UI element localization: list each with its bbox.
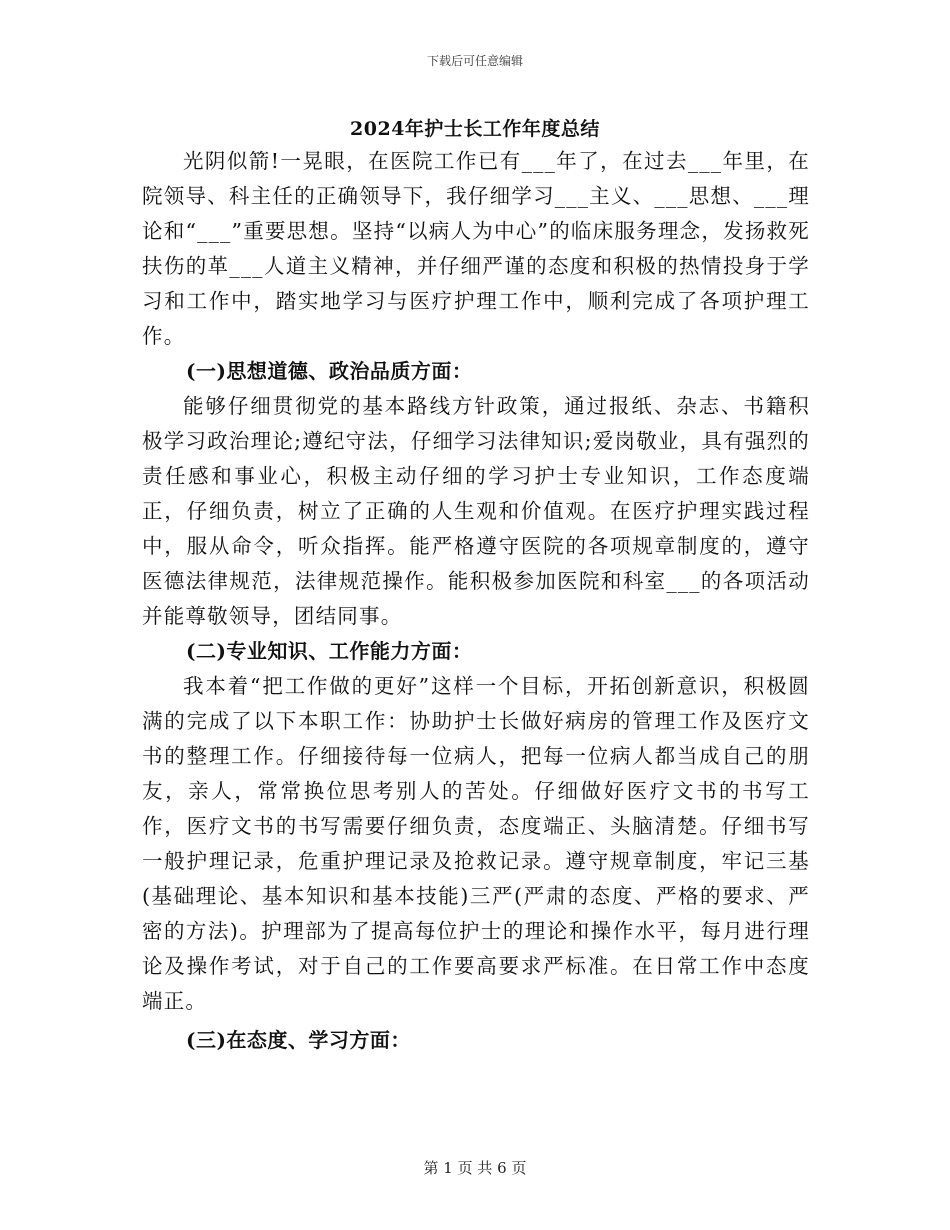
section-1-paragraph: 能够仔细贯彻党的基本路线方针政策，通过报纸、杂志、书籍积极学习政治理论;遵纪守法，仔细学习法律知识;爱岗敬业，具有强烈的责任感和事业心，积极主动仔细的学习护士专业知识，工作态度端正，仔细负责，树立了正确的人生观和价值观。在医疗护理实践过程中，服从命令，听众指挥。能严格遵守医院的各项规章制度的，遵守医德法律规范，法律规范操作。能积极参加医院和科室___的各项活动并能尊敬领导，团结同事。: [142, 394, 810, 628]
section-2-paragraph: 我本着“把工作做的更好”这样一个目标，开拓创新意识，积极圆满的完成了以下本职工作：协助护士长做好病房的管理工作及医疗文书的整理工作。仔细接待每一位病人，把每一位病人都当成自己的朋友，亲人，常常换位思考别人的苦处。仔细做好医疗文书的书写工作，医疗文书的书写需要仔细负责，态度端正、头脑清楚。仔细书写一般护理记录，危重护理记录及抢救记录。遵守规章制度，牢记三基(基础理论、基本知识和基本技能)三严(严肃的态度、严格的要求、严密的方法)。护理部为了提高每位护士的理论和操作水平，每月进行理论及操作考试，对于自己的工作要高要求严标准。在日常工作中态度端正。: [142, 674, 810, 1013]
page-header-note: 下载后可任意编辑: [426, 54, 523, 68]
section-heading-1: (一)思想道德、政治品质方面：: [186, 359, 473, 383]
document-body: [142, 144, 810, 1058]
intro-paragraph: 光阴似箭!一晃眼，在医院工作已有___年了，在过去___年里，在院领导、科主任的正确领导下，我仔细学习___主义、___思想、___理论和“___”重要思想。坚持“以病人为中心”的临床服务理念，发扬救死扶伤的革___人道主义精神，并仔细严谨的态度和积极的热情投身于学习和工作中，踏实地学习与医疗护理工作中，顺利完成了各项护理工作。: [142, 149, 810, 348]
section-heading-2: (二)专业知识、工作能力方面：: [186, 639, 473, 663]
document-title: 2024年护士长工作年度总结: [350, 118, 600, 140]
section-heading-3: (三)在态度、学习方面：: [186, 1028, 411, 1052]
page-number-footer: 第 1 页 共 6 页: [423, 1159, 527, 1177]
